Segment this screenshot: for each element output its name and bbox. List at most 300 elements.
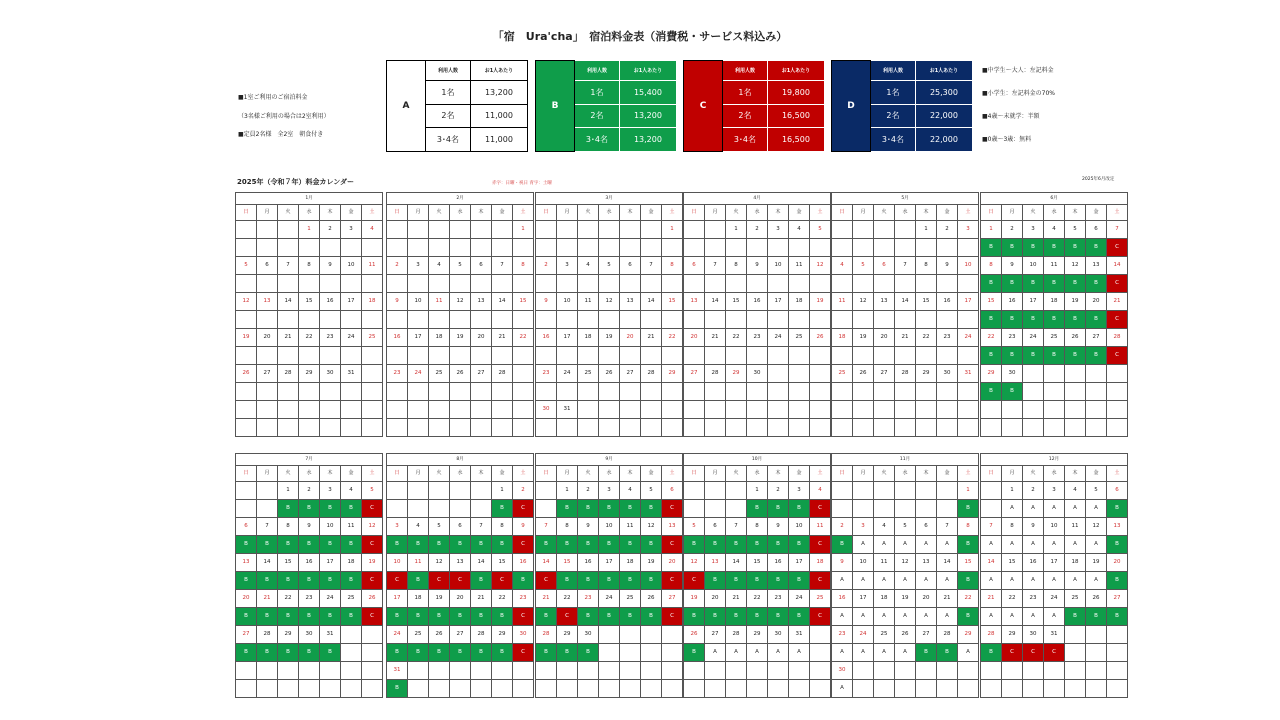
day-number: 4: [620, 482, 641, 500]
day-number: 8: [981, 257, 1002, 275]
day-number: 27: [916, 626, 937, 644]
weekday-header: 日: [387, 466, 408, 482]
fee-cell: C: [557, 608, 578, 626]
empty-cell: [874, 662, 895, 680]
day-number: 6: [916, 518, 937, 536]
day-number: 25: [341, 590, 362, 608]
fee-cell: B: [705, 536, 726, 554]
day-number: 2: [747, 221, 768, 239]
month-name: 7月: [236, 454, 383, 466]
fee-cell: C: [1002, 644, 1023, 662]
day-number: 6: [620, 257, 641, 275]
day-number: 27: [236, 626, 257, 644]
day-number: 5: [599, 257, 620, 275]
fee-cell: B: [641, 500, 662, 518]
weekday-header: 月: [408, 466, 429, 482]
day-number: 31: [557, 401, 578, 419]
day-number: 15: [299, 293, 320, 311]
fee-cell: B: [578, 572, 599, 590]
fee-cell: B: [299, 644, 320, 662]
day-number: 10: [599, 518, 620, 536]
day-number: 22: [513, 329, 534, 347]
fee-cell: B: [299, 500, 320, 518]
rate-price: 13,200: [470, 81, 527, 105]
empty-cell: [450, 680, 471, 698]
day-number: 27: [620, 365, 641, 383]
day-number: 25: [1065, 590, 1086, 608]
day-number: 4: [789, 221, 810, 239]
empty-cell: [450, 482, 471, 500]
empty-cell: [1107, 662, 1128, 680]
day-number: 12: [1086, 518, 1107, 536]
day-number: 7: [895, 257, 916, 275]
fee-cell: [299, 275, 320, 293]
day-number: 9: [1023, 518, 1044, 536]
rate-people: 2名: [871, 104, 916, 128]
day-number: 1: [557, 482, 578, 500]
day-number: 21: [981, 590, 1002, 608]
calendar-month: [980, 453, 1128, 698]
fee-cell: B: [387, 680, 408, 698]
weekday-header: 火: [726, 205, 747, 221]
fee-cell: A: [916, 572, 937, 590]
fee-cell: [257, 275, 278, 293]
day-number: 30: [768, 626, 789, 644]
rate-label: B: [536, 61, 575, 152]
day-number: 16: [832, 590, 853, 608]
weekday-header: 金: [937, 205, 958, 221]
empty-cell: [429, 239, 450, 257]
month-name: 5月: [832, 193, 979, 205]
day-number: 9: [937, 257, 958, 275]
day-number: 13: [236, 554, 257, 572]
day-number: 7: [536, 518, 557, 536]
fee-cell: C: [362, 572, 383, 590]
day-number: 28: [937, 626, 958, 644]
fee-cell: B: [705, 572, 726, 590]
day-number: 11: [620, 518, 641, 536]
empty-cell: [726, 662, 747, 680]
empty-cell: [257, 662, 278, 680]
empty-cell: [1086, 680, 1107, 698]
right-note-3: ■4歳〜未就学：半額: [982, 113, 1040, 120]
day-number: 8: [492, 518, 513, 536]
fee-cell: B: [768, 608, 789, 626]
day-number: 21: [257, 590, 278, 608]
fee-cell: B: [1107, 500, 1128, 518]
day-number: 13: [450, 554, 471, 572]
empty-cell: [341, 644, 362, 662]
day-number: 3: [853, 518, 874, 536]
fee-cell: [937, 347, 958, 365]
day-number: 26: [853, 365, 874, 383]
fee-cell: B: [789, 536, 810, 554]
empty-cell: [492, 221, 513, 239]
day-number: 9: [747, 257, 768, 275]
fee-cell: A: [1023, 500, 1044, 518]
calendar-month: [535, 453, 683, 698]
day-number: 10: [853, 554, 874, 572]
day-number: 22: [981, 329, 1002, 347]
day-number: 1: [278, 482, 299, 500]
empty-cell: [1044, 419, 1065, 437]
fee-cell: [937, 383, 958, 401]
day-number: 29: [747, 626, 768, 644]
empty-cell: [599, 239, 620, 257]
day-number: 3: [320, 482, 341, 500]
day-number: 21: [641, 329, 662, 347]
day-number: 4: [1065, 482, 1086, 500]
day-number: 16: [1002, 293, 1023, 311]
empty-cell: [1086, 662, 1107, 680]
empty-cell: [429, 500, 450, 518]
day-number: 12: [429, 554, 450, 572]
weekday-header: 金: [492, 205, 513, 221]
fee-cell: [471, 347, 492, 365]
page-title: 「宿 Ura'cha」 宿泊料金表（消費税・サービス料込み）: [492, 30, 788, 43]
empty-cell: [684, 221, 705, 239]
weekday-header: 水: [747, 466, 768, 482]
fee-cell: B: [557, 572, 578, 590]
day-number: 24: [408, 365, 429, 383]
empty-cell: [684, 419, 705, 437]
fee-cell: [299, 239, 320, 257]
empty-cell: [789, 365, 810, 383]
fee-cell: B: [236, 572, 257, 590]
fee-cell: C: [362, 536, 383, 554]
day-number: 27: [1107, 590, 1128, 608]
weekday-header: 火: [1023, 205, 1044, 221]
fee-cell: [810, 275, 831, 293]
rate-people: 3･4名: [871, 128, 916, 152]
day-number: 7: [705, 257, 726, 275]
weekday-header: 火: [874, 466, 895, 482]
fee-cell: B: [257, 572, 278, 590]
fee-cell: [958, 239, 979, 257]
day-number: 20: [662, 554, 683, 572]
empty-cell: [684, 500, 705, 518]
day-number: 27: [705, 626, 726, 644]
day-number: 28: [471, 626, 492, 644]
day-number: 25: [578, 365, 599, 383]
day-number: 9: [513, 518, 534, 536]
weekday-header: 木: [1065, 466, 1086, 482]
empty-cell: [450, 500, 471, 518]
empty-cell: [513, 419, 534, 437]
empty-cell: [620, 221, 641, 239]
empty-cell: [408, 662, 429, 680]
fee-cell: [513, 239, 534, 257]
fee-cell: B: [599, 608, 620, 626]
fee-cell: [768, 239, 789, 257]
fee-cell: B: [471, 572, 492, 590]
weekday-header: 水: [895, 205, 916, 221]
day-number: 5: [450, 257, 471, 275]
fee-cell: [429, 347, 450, 365]
fee-cell: [832, 383, 853, 401]
fee-cell: B: [387, 644, 408, 662]
fee-cell: C: [810, 572, 831, 590]
day-number: 19: [895, 590, 916, 608]
fee-cell: [684, 383, 705, 401]
fee-cell: B: [1023, 275, 1044, 293]
empty-cell: [536, 221, 557, 239]
fee-cell: C: [810, 608, 831, 626]
empty-cell: [1065, 662, 1086, 680]
empty-cell: [620, 680, 641, 698]
day-number: 17: [853, 590, 874, 608]
day-number: 13: [257, 293, 278, 311]
empty-cell: [620, 419, 641, 437]
day-number: 18: [1044, 293, 1065, 311]
fee-cell: B: [1086, 311, 1107, 329]
fee-cell: B: [492, 500, 513, 518]
day-number: 26: [450, 365, 471, 383]
fee-cell: B: [1086, 275, 1107, 293]
day-number: 18: [874, 590, 895, 608]
empty-cell: [578, 401, 599, 419]
fee-cell: [705, 275, 726, 293]
fee-cell: [958, 347, 979, 365]
weekday-header: 日: [236, 466, 257, 482]
weekday-header: 日: [981, 466, 1002, 482]
fee-cell: [916, 239, 937, 257]
empty-cell: [408, 500, 429, 518]
fee-cell: [641, 347, 662, 365]
day-number: 28: [536, 626, 557, 644]
day-number: 24: [320, 590, 341, 608]
weekday-header: 木: [471, 466, 492, 482]
fee-cell: [450, 383, 471, 401]
day-number: 21: [726, 590, 747, 608]
fee-cell: A: [832, 572, 853, 590]
fee-cell: B: [1002, 347, 1023, 365]
day-number: 12: [684, 554, 705, 572]
day-number: 3: [768, 221, 789, 239]
fee-cell: B: [726, 536, 747, 554]
rate-price: 19,800: [767, 81, 824, 105]
day-number: 23: [1023, 590, 1044, 608]
day-number: 6: [236, 518, 257, 536]
empty-cell: [299, 680, 320, 698]
fee-cell: [599, 347, 620, 365]
calendar-month: [980, 192, 1128, 437]
fee-cell: A: [726, 644, 747, 662]
empty-cell: [705, 662, 726, 680]
empty-cell: [1023, 662, 1044, 680]
fee-cell: C: [810, 500, 831, 518]
rate-people: 2名: [426, 104, 471, 128]
day-number: 15: [916, 293, 937, 311]
day-number: 24: [387, 626, 408, 644]
day-number: 6: [705, 518, 726, 536]
empty-cell: [853, 419, 874, 437]
empty-cell: [810, 383, 831, 401]
empty-cell: [853, 401, 874, 419]
weekday-header: 木: [1065, 205, 1086, 221]
empty-cell: [450, 239, 471, 257]
rate-price: 22,000: [915, 104, 972, 128]
fee-cell: [536, 383, 557, 401]
fee-cell: B: [471, 536, 492, 554]
empty-cell: [810, 680, 831, 698]
day-number: 17: [599, 554, 620, 572]
fee-cell: A: [895, 608, 916, 626]
fee-cell: [620, 347, 641, 365]
fee-cell: [578, 383, 599, 401]
fee-cell: A: [1044, 536, 1065, 554]
fee-cell: [341, 347, 362, 365]
empty-cell: [257, 221, 278, 239]
day-number: 22: [557, 590, 578, 608]
fee-cell: [450, 275, 471, 293]
day-number: 1: [662, 221, 683, 239]
empty-cell: [408, 221, 429, 239]
empty-cell: [492, 662, 513, 680]
empty-cell: [1023, 383, 1044, 401]
empty-cell: [578, 662, 599, 680]
day-number: 15: [492, 554, 513, 572]
empty-cell: [641, 401, 662, 419]
rate-people: 2名: [575, 104, 620, 128]
day-number: 7: [1107, 221, 1128, 239]
empty-cell: [257, 680, 278, 698]
empty-cell: [450, 401, 471, 419]
fee-cell: A: [853, 536, 874, 554]
fee-cell: A: [874, 536, 895, 554]
empty-cell: [320, 662, 341, 680]
fee-cell: C: [513, 608, 534, 626]
empty-cell: [557, 662, 578, 680]
empty-cell: [895, 662, 916, 680]
day-number: 29: [278, 626, 299, 644]
empty-cell: [662, 662, 683, 680]
day-number: 7: [257, 518, 278, 536]
fee-cell: [937, 239, 958, 257]
fee-cell: [362, 239, 383, 257]
fee-cell: [299, 311, 320, 329]
weekday-header: 火: [429, 205, 450, 221]
day-number: 21: [471, 590, 492, 608]
day-number: 13: [471, 293, 492, 311]
day-number: 25: [789, 329, 810, 347]
fee-cell: [789, 275, 810, 293]
fee-cell: [958, 311, 979, 329]
day-number: 19: [429, 590, 450, 608]
weekday-header: 水: [299, 205, 320, 221]
fee-cell: B: [1086, 347, 1107, 365]
fee-cell: C: [662, 500, 683, 518]
fee-cell: B: [1023, 311, 1044, 329]
empty-cell: [620, 401, 641, 419]
fee-cell: [387, 347, 408, 365]
fee-cell: B: [1107, 608, 1128, 626]
left-note-3: ■定員2名様 全2室 朝食付き: [238, 131, 324, 138]
weekday-header: 月: [705, 466, 726, 482]
fee-cell: A: [1002, 572, 1023, 590]
fee-cell: [768, 311, 789, 329]
fee-cell: B: [278, 500, 299, 518]
day-number: 5: [853, 257, 874, 275]
fee-cell: [810, 347, 831, 365]
fee-cell: B: [536, 536, 557, 554]
day-number: 13: [662, 518, 683, 536]
day-number: 26: [236, 365, 257, 383]
day-number: 25: [1044, 329, 1065, 347]
fee-cell: [450, 347, 471, 365]
rate-people: 3･4名: [426, 128, 471, 152]
fee-cell: [853, 383, 874, 401]
day-number: 1: [726, 221, 747, 239]
day-number: 18: [362, 293, 383, 311]
empty-cell: [599, 662, 620, 680]
empty-cell: [362, 383, 383, 401]
month-name: 11月: [832, 454, 979, 466]
empty-cell: [705, 221, 726, 239]
fee-cell: B: [236, 536, 257, 554]
fee-cell: [362, 275, 383, 293]
fee-cell: [278, 311, 299, 329]
fee-cell: B: [1065, 239, 1086, 257]
day-number: 8: [278, 518, 299, 536]
fee-cell: B: [387, 608, 408, 626]
empty-cell: [536, 500, 557, 518]
day-number: 25: [832, 365, 853, 383]
empty-cell: [236, 221, 257, 239]
day-number: 4: [429, 257, 450, 275]
fee-cell: B: [341, 572, 362, 590]
empty-cell: [874, 482, 895, 500]
fee-cell: B: [1086, 239, 1107, 257]
fee-cell: [599, 383, 620, 401]
day-number: 3: [958, 221, 979, 239]
fee-cell: B: [341, 536, 362, 554]
empty-cell: [1107, 644, 1128, 662]
empty-cell: [958, 662, 979, 680]
day-number: 25: [429, 365, 450, 383]
fee-cell: A: [1065, 500, 1086, 518]
empty-cell: [705, 680, 726, 698]
weekday-header: 日: [536, 205, 557, 221]
rate-price: 11,000: [470, 128, 527, 152]
empty-cell: [789, 401, 810, 419]
empty-cell: [981, 482, 1002, 500]
fee-cell: [705, 347, 726, 365]
fee-cell: B: [341, 608, 362, 626]
empty-cell: [895, 680, 916, 698]
fee-cell: C: [536, 572, 557, 590]
empty-cell: [1044, 383, 1065, 401]
fee-cell: B: [578, 608, 599, 626]
revision-date: 2025年6月改定: [1082, 177, 1115, 182]
empty-cell: [278, 419, 299, 437]
fee-cell: B: [1065, 347, 1086, 365]
weekday-header: 金: [1086, 205, 1107, 221]
fee-cell: A: [895, 572, 916, 590]
empty-cell: [578, 221, 599, 239]
weekday-header: 土: [362, 205, 383, 221]
fee-cell: B: [747, 608, 768, 626]
month-name: 6月: [981, 193, 1128, 205]
fee-cell: [684, 275, 705, 293]
empty-cell: [662, 644, 683, 662]
empty-cell: [958, 401, 979, 419]
day-number: 19: [1086, 554, 1107, 572]
rate-people: 1名: [723, 81, 768, 105]
day-number: 9: [578, 518, 599, 536]
day-number: 27: [684, 365, 705, 383]
empty-cell: [408, 401, 429, 419]
